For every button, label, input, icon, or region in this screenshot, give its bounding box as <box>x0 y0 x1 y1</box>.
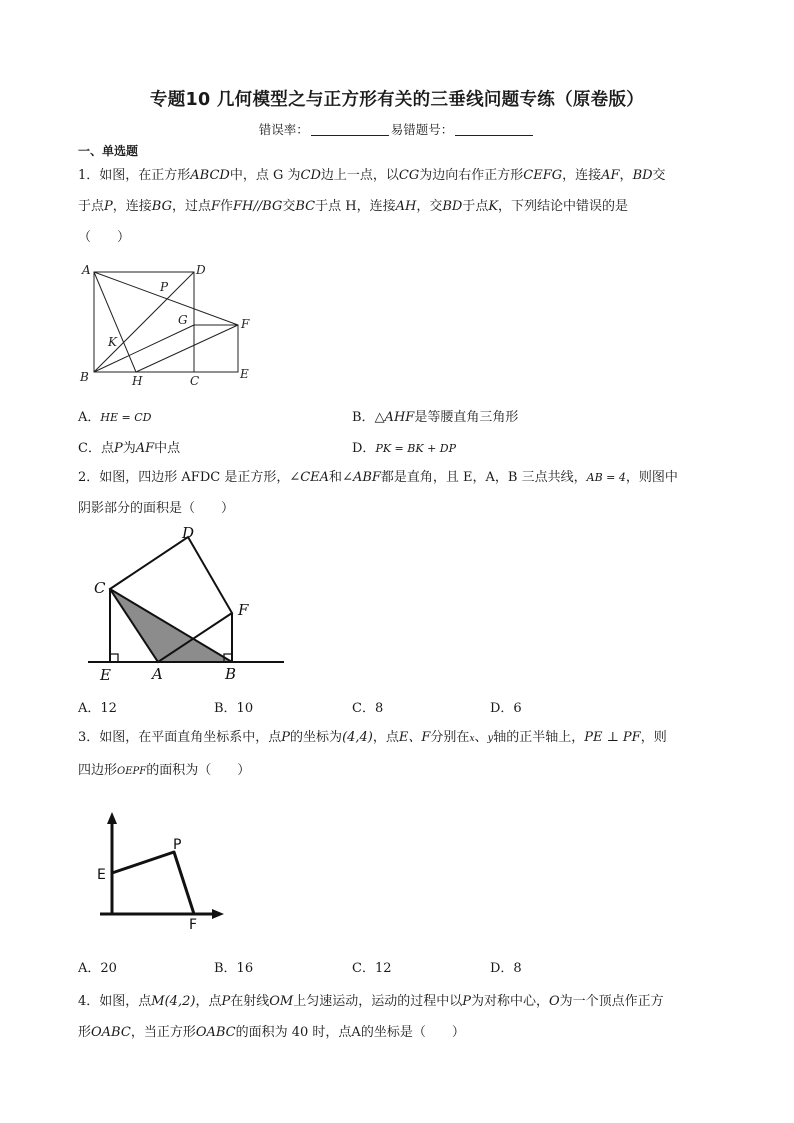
label-k: K <box>108 335 117 349</box>
page-title: 专题10 几何模型之与正方形有关的三垂线问题专练（原卷版） <box>149 90 645 110</box>
label-c: C <box>94 579 106 597</box>
label-e: E <box>97 867 106 883</box>
question-3-text: 3．如图，在平面直角坐标系中，点P的坐标为(4,4)，点E、F分别在x、y轴的正半轴上，PE ⊥ PF，则 四边形OEPF的面积为（ ） <box>78 730 667 778</box>
q2-option-b[interactable]: B．10 <box>214 701 254 716</box>
q1-option-d[interactable]: D．PK = BK + DP <box>352 441 456 456</box>
q2-option-c[interactable]: C．8 <box>352 701 384 716</box>
segment-fh <box>136 325 238 372</box>
label-h: H <box>132 374 143 388</box>
path-epf <box>112 852 194 914</box>
q3-option-a[interactable]: A．20 <box>78 961 117 976</box>
question-2-text: 2．如图，四边形 AFDC 是正方形，∠CEA和∠ABF都是直角，且 E，A，B 三点共线，AB = 4，则图中 阴影部分的面积是（ ） <box>78 470 678 516</box>
label-f: F <box>189 917 198 932</box>
error-record-line <box>0 120 794 138</box>
q3-option-b[interactable]: B．16 <box>214 961 254 976</box>
label-d: D <box>182 524 195 542</box>
label-f: F <box>238 601 249 619</box>
error-rate-label: 错误率： <box>258 122 309 137</box>
label-p: P <box>160 280 169 294</box>
label-b: B <box>80 370 89 384</box>
question-1-figure <box>76 258 266 392</box>
label-e: E <box>240 367 249 381</box>
error-items-label: 易错题号： <box>390 122 454 137</box>
label-b: B <box>225 665 237 682</box>
label-p: P <box>173 837 182 853</box>
x-axis-arrow <box>212 909 224 919</box>
label-d: D <box>196 263 206 277</box>
q2-option-d[interactable]: D．6 <box>490 701 522 716</box>
question-1-text: 1．如图，在正方形ABCD中，点 G 为CD边上一点，以CG为边向右作正方形CEFG，连接AF，BD交 于点P，连接BG，过点F作FH//BG交BC于点 H，连接AH，交BD于点K，下列结论中错误的是 （ ） <box>78 168 666 245</box>
segment-ah <box>94 272 136 372</box>
label-a: A <box>82 263 91 277</box>
q2-option-a[interactable]: A．12 <box>78 701 117 716</box>
question-3-figure <box>92 810 232 932</box>
q1-option-b[interactable]: B．△AHF是等腰直角三角形 <box>352 410 519 425</box>
label-c: C <box>190 374 200 388</box>
q1-option-a[interactable]: A．HE = CD <box>78 410 152 425</box>
error-rate-blank <box>311 123 389 136</box>
label-e: E <box>100 666 111 682</box>
section-heading: 一、单选题 <box>78 144 139 158</box>
q1-option-c[interactable]: C．点P为AF中点 <box>78 441 181 456</box>
label-f: F <box>241 317 250 331</box>
label-a: A <box>152 665 163 682</box>
label-g: G <box>178 313 188 327</box>
error-items-blank <box>455 123 533 136</box>
right-angle-e <box>110 654 118 662</box>
square-cefg <box>194 325 238 372</box>
q3-option-c[interactable]: C．12 <box>352 961 392 976</box>
question-2-figure <box>80 522 290 682</box>
q3-option-d[interactable]: D．8 <box>490 961 522 976</box>
question-4-text: 4．如图，点M(4,2)，点P在射线OM上匀速运动，运动的过程中以P为对称中心，O为一个顶点作正方 形OABC，当正方形OABC的面积为 40 时，点A的坐标是（ ） <box>78 994 664 1040</box>
y-axis-arrow <box>107 812 117 824</box>
